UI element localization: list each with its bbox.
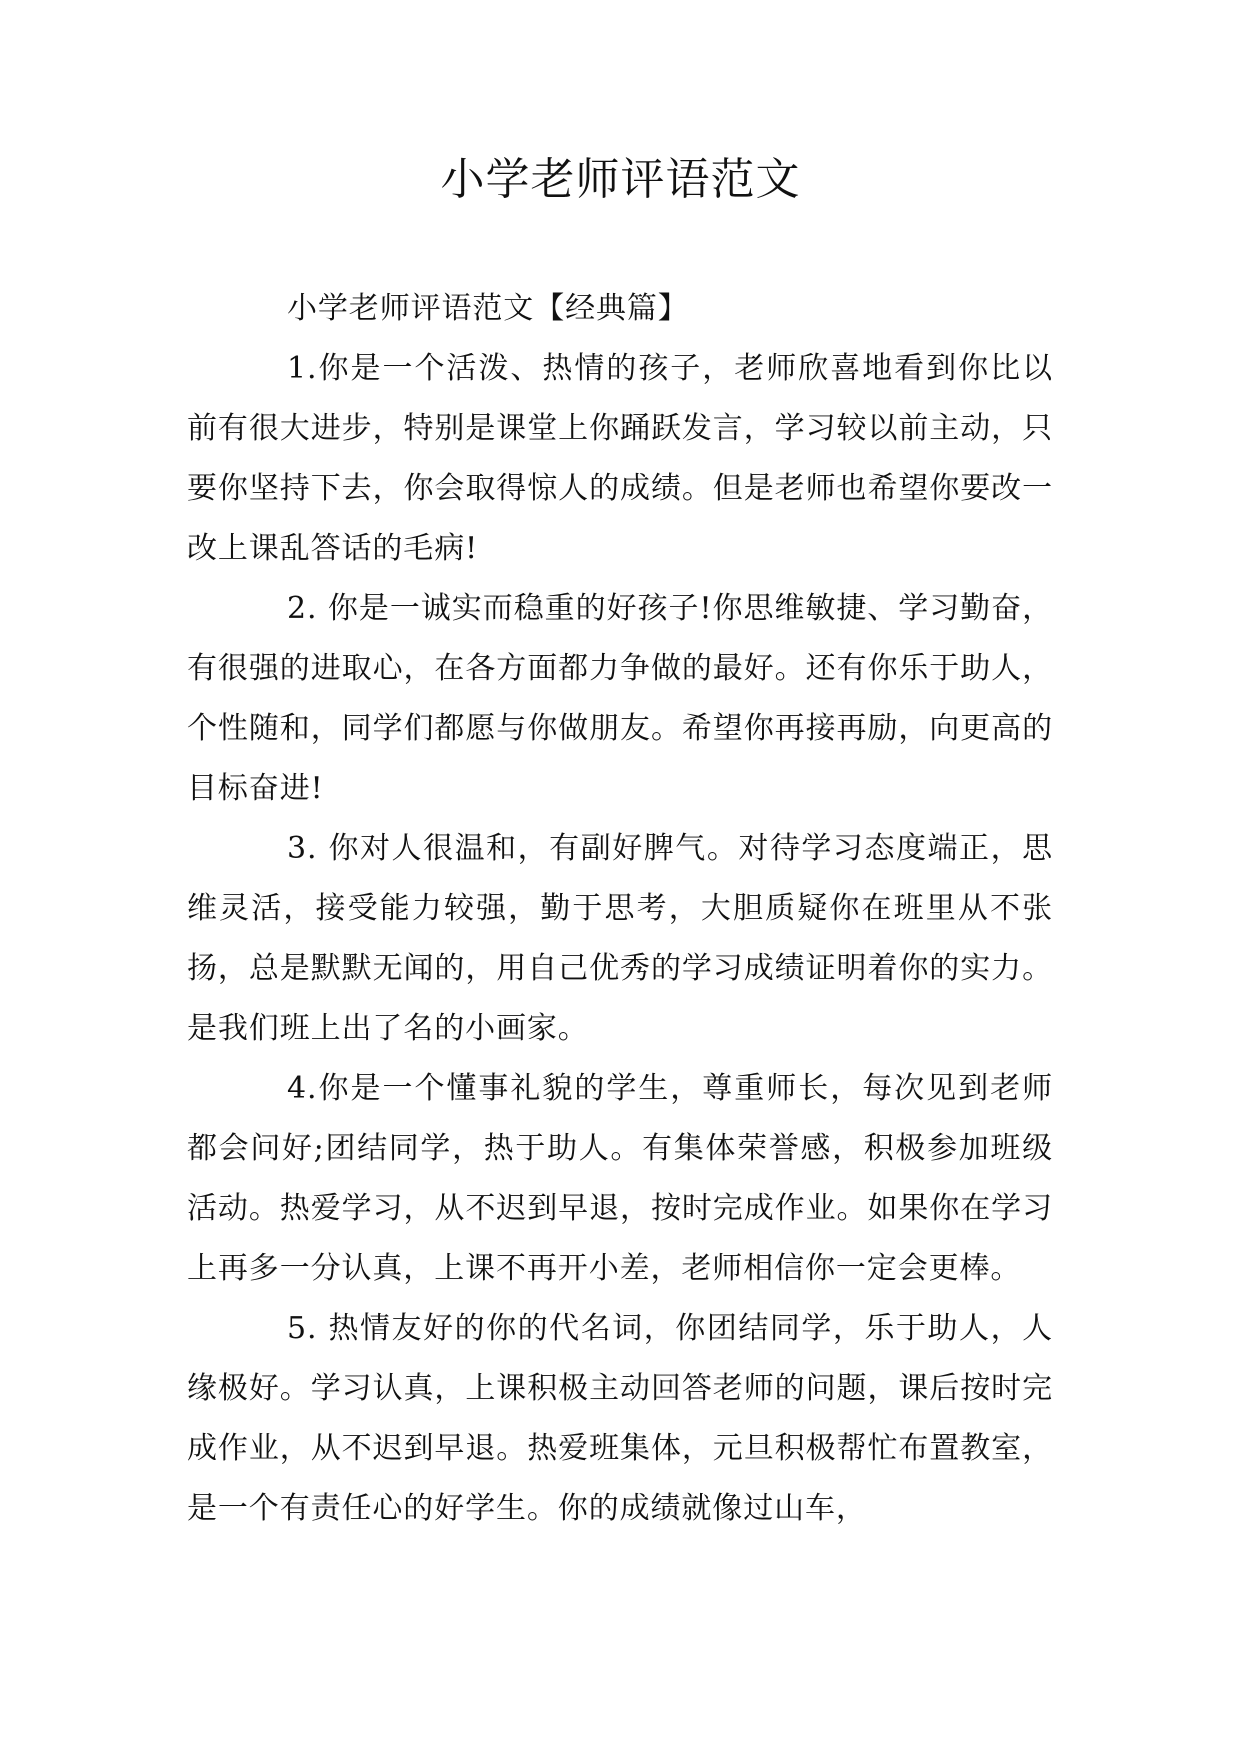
paragraph-2: 2. 你是一诚实而稳重的好孩子!你思维敏捷、学习勤奋，有很强的进取心，在各方面都力争做的最好。还有你乐于助人，个性随和，同学们都愿与你做朋友。希望你再接再励，向更高的目标奋进!: [187, 591, 1053, 806]
document-body: [187, 279, 1053, 1539]
paragraph-1: 1.你是一个活泼、热情的孩子，老师欣喜地看到你比以前有很大进步，特别是课堂上你踊跃发言，学习较以前主动，只要你坚持下去，你会取得惊人的成绩。但是老师也希望你要改一改上课乱答话的毛病!: [187, 351, 1053, 566]
paragraph-5: 5. 热情友好的你的代名词，你团结同学，乐于助人，人缘极好。学习认真，上课积极主动回答老师的问题，课后按时完成作业，从不迟到早退。热爱班集体，元旦积极帮忙布置教室，是一个有责任心的好学生。你的成绩就像过山车，: [187, 1311, 1053, 1526]
document-title: 小学老师评语范文: [440, 154, 801, 205]
section-heading: 小学老师评语范文【经典篇】: [287, 291, 689, 326]
paragraph-3: 3. 你对人很温和，有副好脾气。对待学习态度端正，思维灵活，接受能力较强，勤于思考，大胆质疑你在班里从不张扬，总是默默无闻的，用自己优秀的学习成绩证明着你的实力。是我们班上出了名的小画家。: [187, 831, 1053, 1046]
paragraph-4: 4.你是一个懂事礼貌的学生，尊重师长，每次见到老师都会问好;团结同学，热于助人。有集体荣誉感，积极参加班级活动。热爱学习，从不迟到早退，按时完成作业。如果你在学习上再多一分认真，上课不再开小差，老师相信你一定会更棒。: [187, 1071, 1053, 1286]
